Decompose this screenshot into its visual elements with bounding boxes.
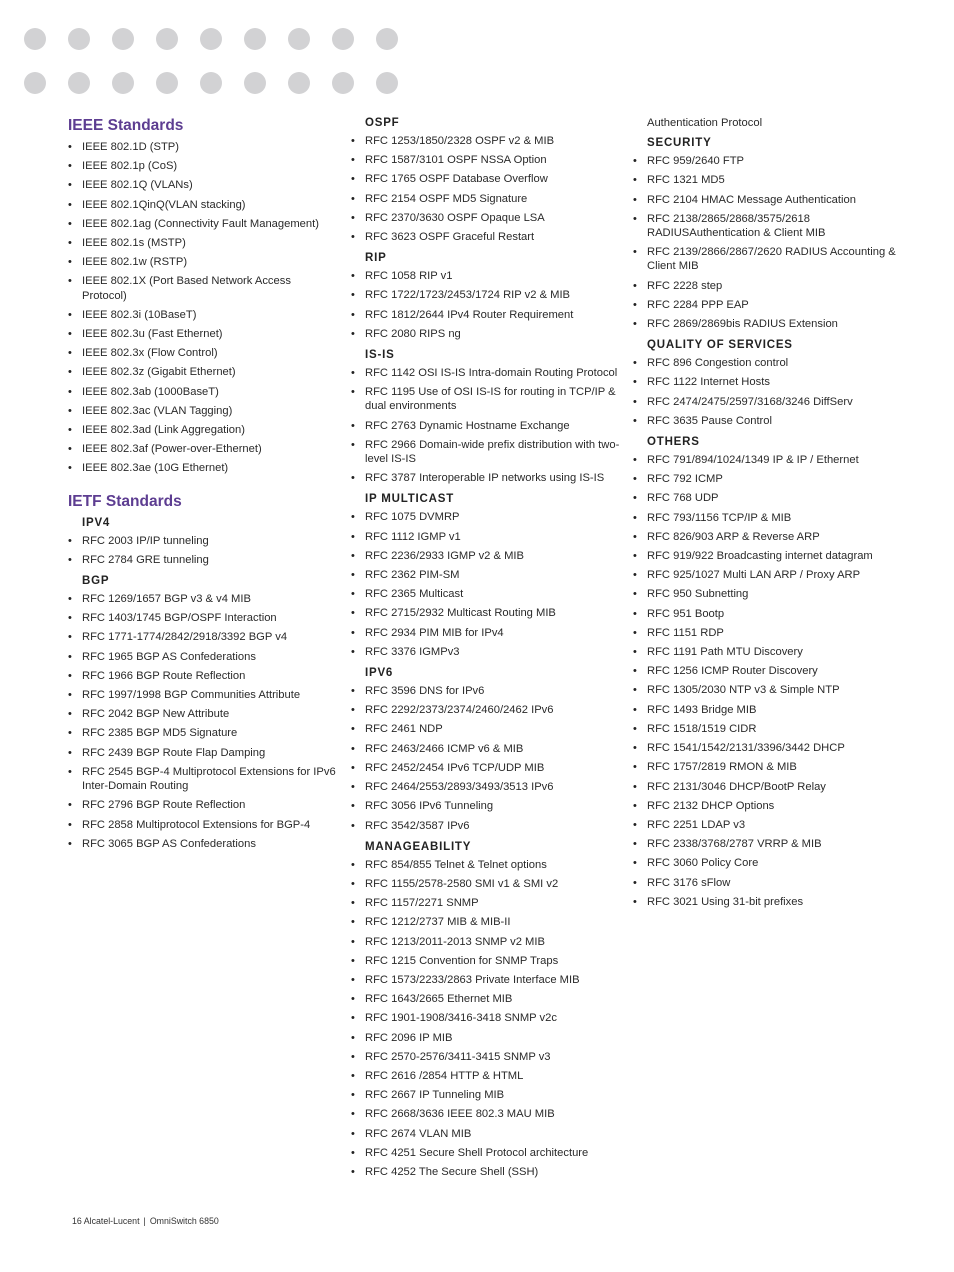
list-item: • RFC 1321 MD5 [633, 173, 923, 187]
list-item: • RFC 1997/1998 BGP Communities Attribute [68, 688, 338, 702]
decorative-dot [332, 72, 354, 94]
list-item: • RFC 2003 IP/IP tunneling [68, 534, 338, 548]
list-item: • RFC 951 Bootp [633, 607, 923, 621]
list-item: • RFC 1075 DVMRP [351, 510, 626, 524]
footer-separator: | [143, 1216, 146, 1226]
column-middle [351, 116, 626, 1184]
list-item: • RFC 2362 PIM-SM [351, 568, 626, 582]
list-item: • RFC 2228 step [633, 279, 923, 293]
decorative-dot [288, 28, 310, 50]
list-item: • RFC 1151 RDP [633, 626, 923, 640]
list-item: • IEEE 802.3u (Fast Ethernet) [68, 327, 338, 341]
manageability-heading: MANAGEABILITY [365, 840, 472, 853]
rip-heading: RIP [365, 252, 387, 265]
list-item: • RFC 2292/2373/2374/2460/2462 IPv6 [351, 703, 626, 717]
list-item: • RFC 1812/2644 IPv4 Router Requirement [351, 308, 626, 322]
list-item: • RFC 2370/3630 OSPF Opaque LSA [351, 211, 626, 225]
list-item: • RFC 2616 /2854 HTTP & HTML [351, 1069, 626, 1083]
list-item: • RFC 2966 Domain-wide prefix distribution with two-level IS-IS [351, 438, 626, 466]
list-item: • RFC 2042 BGP New Attribute [68, 707, 338, 721]
list-item: • RFC 3635 Pause Control [633, 414, 923, 428]
list-item: • IEEE 802.1QinQ(VLAN stacking) [68, 198, 338, 212]
list-item: • RFC 2284 PPP EAP [633, 298, 923, 312]
list-item: • IEEE 802.3ab (1000BaseT) [68, 385, 338, 399]
list-item: • IEEE 802.1ag (Connectivity Fault Management) [68, 217, 338, 231]
list-item: • RFC 2104 HMAC Message Authentication [633, 193, 923, 207]
list-item: • RFC 793/1156 TCP/IP & MIB [633, 511, 923, 525]
list-item: • RFC 950 Subnetting [633, 587, 923, 601]
list-item: • RFC 1269/1657 BGP v3 & v4 MIB [68, 592, 338, 606]
page-footer [72, 1216, 219, 1226]
ipv6-heading: IPV6 [365, 667, 394, 680]
list-item: • RFC 4251 Secure Shell Protocol architecture [351, 1146, 626, 1160]
page-number: 16 [72, 1216, 82, 1226]
list-item: • RFC 2365 Multicast [351, 587, 626, 601]
decorative-dot [156, 28, 178, 50]
list-item: • RFC 2439 BGP Route Flap Damping [68, 746, 338, 760]
list-item: • RFC 1757/2819 RMON & MIB [633, 760, 923, 774]
list-item: • RFC 1305/2030 NTP v3 & Simple NTP [633, 683, 923, 697]
qos-list [633, 356, 923, 428]
list-item: • IEEE 802.3ae (10G Ethernet) [68, 461, 338, 475]
ipv4-heading: IPV4 [82, 516, 111, 529]
list-item: • RFC 791/894/1024/1349 IP & IP / Ethernet [633, 453, 923, 467]
column-right [633, 116, 923, 914]
decorative-dot [68, 28, 90, 50]
list-item: • IEEE 802.3ad (Link Aggregation) [68, 423, 338, 437]
decorative-dot [376, 28, 398, 50]
list-item: • RFC 1191 Path MTU Discovery [633, 645, 923, 659]
list-item: • RFC 925/1027 Multi LAN ARP / Proxy ARP [633, 568, 923, 582]
list-item: • RFC 1253/1850/2328 OSPF v2 & MIB [351, 134, 626, 148]
list-item: • RFC 3596 DNS for IPv6 [351, 684, 626, 698]
rip-list [351, 269, 626, 341]
bgp-heading: BGP [82, 575, 110, 588]
list-item: • RFC 1215 Convention for SNMP Traps [351, 954, 626, 968]
isis-list [351, 366, 626, 485]
decorative-dot [332, 28, 354, 50]
ip-multicast-heading: IP MULTICAST [365, 493, 455, 506]
decorative-dot [244, 72, 266, 94]
ipv4-list [68, 534, 338, 567]
ipv6-list [351, 684, 626, 833]
ieee-standards-heading: IEEE Standards [68, 117, 184, 134]
decorative-dot [112, 28, 134, 50]
ospf-heading: OSPF [365, 117, 400, 129]
manageability-list [351, 858, 626, 1179]
list-item: • RFC 2763 Dynamic Hostname Exchange [351, 419, 626, 433]
list-item: • RFC 1256 ICMP Router Discovery [633, 664, 923, 678]
list-item: • IEEE 802.3x (Flow Control) [68, 346, 338, 360]
list-item: • RFC 2463/2466 ICMP v6 & MIB [351, 742, 626, 756]
list-item: • RFC 2858 Multiprotocol Extensions for BGP-4 [68, 818, 338, 832]
list-item: • RFC 2452/2454 IPv6 TCP/UDP MIB [351, 761, 626, 775]
list-item: • RFC 2668/3636 IEEE 802.3 MAU MIB [351, 1107, 626, 1121]
list-item: • RFC 3021 Using 31-bit prefixes [633, 895, 923, 909]
list-item: • RFC 826/903 ARP & Reverse ARP [633, 530, 923, 544]
list-item: • RFC 3056 IPv6 Tunneling [351, 799, 626, 813]
list-item: • RFC 2080 RIPS ng [351, 327, 626, 341]
column-left [68, 116, 338, 856]
list-item: • RFC 2934 PIM MIB for IPv4 [351, 626, 626, 640]
list-item: • RFC 2715/2932 Multicast Routing MIB [351, 606, 626, 620]
list-item: • IEEE 802.1p (CoS) [68, 159, 338, 173]
ip-multicast-list [351, 510, 626, 659]
list-item: • IEEE 802.3af (Power-over-Ethernet) [68, 442, 338, 456]
list-item: • RFC 2869/2869bis RADIUS Extension [633, 317, 923, 331]
list-item: • RFC 1518/1519 CIDR [633, 722, 923, 736]
list-item: • RFC 2474/2475/2597/3168/3246 DiffServ [633, 395, 923, 409]
list-item: • RFC 854/855 Telnet & Telnet options [351, 858, 626, 872]
ietf-standards-heading: IETF Standards [68, 492, 182, 510]
list-item: • RFC 3787 Interoperable IP networks using IS-IS [351, 471, 626, 485]
list-item: • RFC 2138/2865/2868/3575/2618 RADIUSAuthentication & Client MIB [633, 212, 923, 240]
list-item: • RFC 3623 OSPF Graceful Restart [351, 230, 626, 244]
decorative-dot [288, 72, 310, 94]
list-item: • RFC 1541/1542/2131/3396/3442 DHCP [633, 741, 923, 755]
list-item: • RFC 1643/2665 Ethernet MIB [351, 992, 626, 1006]
footer-company: Alcatel-Lucent [83, 1216, 140, 1226]
qos-heading: QUALITY OF SERVICES [647, 339, 793, 352]
list-item: • RFC 919/922 Broadcasting internet datagram [633, 549, 923, 563]
list-item: • RFC 2338/3768/2787 VRRP & MIB [633, 837, 923, 851]
list-item: • RFC 1722/1723/2453/1724 RIP v2 & MIB [351, 288, 626, 302]
list-item: • RFC 1403/1745 BGP/OSPF Interaction [68, 611, 338, 625]
ospf-list [351, 134, 626, 244]
security-heading: SECURITY [647, 137, 712, 150]
list-item: • RFC 792 ICMP [633, 472, 923, 486]
list-item: • RFC 2570-2576/3411-3415 SNMP v3 [351, 1050, 626, 1064]
list-item: • RFC 1573/2233/2863 Private Interface MIB [351, 973, 626, 987]
others-heading: OTHERS [647, 436, 700, 449]
list-item: • RFC 2784 GRE tunneling [68, 553, 338, 567]
decorative-dot [200, 72, 222, 94]
decorative-dot [200, 28, 222, 50]
decorative-dot [244, 28, 266, 50]
list-item: • RFC 2236/2933 IGMP v2 & MIB [351, 549, 626, 563]
decorative-dot [24, 28, 46, 50]
list-item: • RFC 2667 IP Tunneling MIB [351, 1088, 626, 1102]
list-item: • RFC 2132 DHCP Options [633, 799, 923, 813]
decorative-dot [112, 72, 134, 94]
list-item: • RFC 1058 RIP v1 [351, 269, 626, 283]
bgp-list [68, 592, 338, 851]
isis-heading: IS-IS [365, 349, 395, 362]
decorative-dot [68, 72, 90, 94]
list-item: • IEEE 802.1Q (VLANs) [68, 178, 338, 192]
list-item: • RFC 959/2640 FTP [633, 154, 923, 168]
list-item: • RFC 1966 BGP Route Reflection [68, 669, 338, 683]
list-item: • RFC 2674 VLAN MIB [351, 1127, 626, 1141]
list-item: • RFC 2796 BGP Route Reflection [68, 798, 338, 812]
list-item: • RFC 896 Congestion control [633, 356, 923, 370]
list-item: • RFC 3065 BGP AS Confederations [68, 837, 338, 851]
decorative-dot [24, 72, 46, 94]
list-item: • RFC 2385 BGP MD5 Signature [68, 726, 338, 740]
list-item: • RFC 1771-1774/2842/2918/3392 BGP v4 [68, 630, 338, 644]
list-item: • RFC 1155/2578-2580 SMI v1 & SMI v2 [351, 877, 626, 891]
list-item: • RFC 1112 IGMP v1 [351, 530, 626, 544]
list-item: • RFC 1965 BGP AS Confederations [68, 650, 338, 664]
manageability-continuation: Authentication Protocol [647, 117, 763, 129]
list-item: • RFC 1195 Use of OSI IS-IS for routing in TCP/IP & dual environments [351, 385, 626, 413]
list-item: • IEEE 802.3i (10BaseT) [68, 308, 338, 322]
security-list [633, 154, 923, 331]
list-item: • RFC 1765 OSPF Database Overflow [351, 172, 626, 186]
list-item: • RFC 2545 BGP-4 Multiprotocol Extensions for IPv6 Inter-Domain Routing [68, 765, 338, 793]
list-item: • RFC 2096 IP MIB [351, 1031, 626, 1045]
list-item: • RFC 3542/3587 IPv6 [351, 819, 626, 833]
list-item: • RFC 2464/2553/2893/3493/3513 IPv6 [351, 780, 626, 794]
ieee-list [68, 140, 338, 476]
list-item: • RFC 4252 The Secure Shell (SSH) [351, 1165, 626, 1179]
decorative-dot-grid [24, 28, 414, 98]
list-item: • RFC 2154 OSPF MD5 Signature [351, 192, 626, 206]
list-item: • IEEE 802.1w (RSTP) [68, 255, 338, 269]
list-item: • IEEE 802.1X (Port Based Network Access Protocol) [68, 274, 338, 302]
list-item: • RFC 2251 LDAP v3 [633, 818, 923, 832]
list-item: • IEEE 802.1D (STP) [68, 140, 338, 154]
list-item: • RFC 3376 IGMPv3 [351, 645, 626, 659]
list-item: • RFC 1901-1908/3416-3418 SNMP v2c [351, 1011, 626, 1025]
list-item: • RFC 1493 Bridge MIB [633, 703, 923, 717]
footer-product: OmniSwitch 6850 [149, 1216, 219, 1226]
list-item: • IEEE 802.1s (MSTP) [68, 236, 338, 250]
list-item: • RFC 1122 Internet Hosts [633, 375, 923, 389]
list-item: • RFC 2139/2866/2867/2620 RADIUS Accounting & Client MIB [633, 245, 923, 273]
list-item: • RFC 2461 NDP [351, 722, 626, 736]
list-item: • RFC 3060 Policy Core [633, 856, 923, 870]
list-item: • RFC 1212/2737 MIB & MIB-II [351, 915, 626, 929]
list-item: • RFC 2131/3046 DHCP/BootP Relay [633, 780, 923, 794]
list-item: • IEEE 802.3z (Gigabit Ethernet) [68, 365, 338, 379]
decorative-dot [156, 72, 178, 94]
decorative-dot [376, 72, 398, 94]
list-item: • RFC 3176 sFlow [633, 876, 923, 890]
list-item: • RFC 1157/2271 SNMP [351, 896, 626, 910]
list-item: • RFC 1213/2011-2013 SNMP v2 MIB [351, 935, 626, 949]
list-item: • RFC 1587/3101 OSPF NSSA Option [351, 153, 626, 167]
list-item: • IEEE 802.3ac (VLAN Tagging) [68, 404, 338, 418]
list-item: • RFC 768 UDP [633, 491, 923, 505]
list-item: • RFC 1142 OSI IS-IS Intra-domain Routing Protocol [351, 366, 626, 380]
others-list [633, 453, 923, 909]
